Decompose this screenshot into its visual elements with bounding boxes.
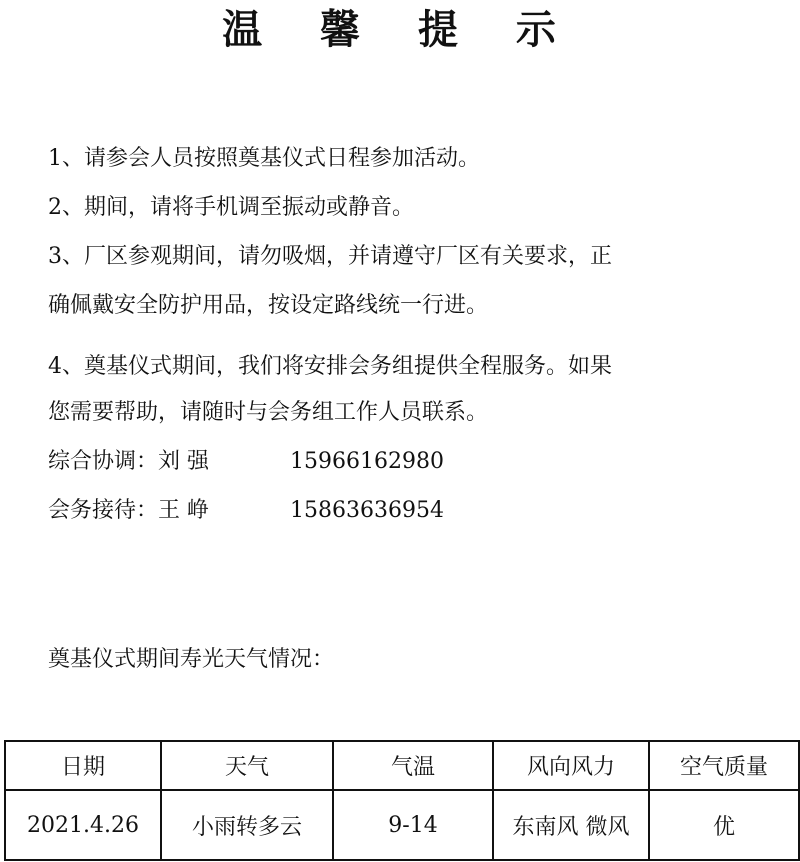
notice-item-1: 1、请参会人员按照奠基仪式日程参加活动。 — [48, 146, 480, 171]
cell-temperature: 9-14 — [333, 790, 493, 860]
notice-item-2: 2、期间，请将手机调至振动或静音。 — [48, 195, 414, 220]
weather-table-header-row — [5, 741, 799, 790]
weather-table — [4, 740, 800, 861]
cell-weather: 小雨转多云 — [161, 790, 333, 860]
notice-item-3-line-2: 确佩戴安全防护用品，按设定路线统一行进。 — [48, 293, 489, 318]
contact-coordination-phone: 15966162980 — [290, 449, 444, 474]
cell-air-quality: 优 — [649, 790, 799, 860]
header-date: 日期 — [5, 741, 161, 790]
header-wind: 风向风力 — [493, 741, 649, 790]
page-title: 温 馨 提 示 — [222, 7, 578, 53]
cell-wind: 东南风 微风 — [493, 790, 649, 860]
notice-item-4-line-1: 4、奠基仪式期间，我们将安排会务组提供全程服务。如果 — [48, 354, 612, 379]
contact-coordination-label: 综合协调：刘 强 — [48, 449, 209, 474]
contact-reception — [48, 496, 444, 526]
contact-reception-label: 会务接待：王 峥 — [48, 498, 209, 523]
header-temperature: 气温 — [333, 741, 493, 790]
notice-item-3-line-1: 3、厂区参观期间，请勿吸烟，并请遵守厂区有关要求，正 — [48, 244, 612, 269]
cell-date: 2021.4.26 — [5, 790, 161, 860]
contact-coordination — [48, 447, 444, 477]
header-weather: 天气 — [161, 741, 333, 790]
weather-heading: 奠基仪式期间寿光天气情况： — [48, 647, 335, 672]
weather-table-row — [5, 790, 799, 860]
notice-item-4-line-2: 您需要帮助，请随时与会务组工作人员联系。 — [48, 400, 489, 425]
contact-reception-phone: 15863636954 — [290, 498, 444, 523]
header-air-quality: 空气质量 — [649, 741, 799, 790]
